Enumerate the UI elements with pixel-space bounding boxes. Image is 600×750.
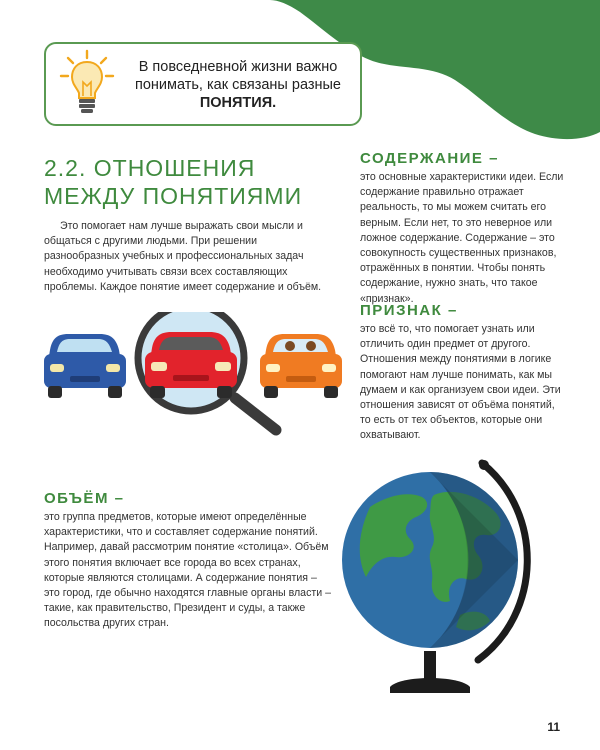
orange-car	[260, 334, 342, 398]
tip-box	[44, 42, 362, 126]
globe-stand-base	[390, 678, 470, 693]
intro-block	[44, 219, 334, 295]
tip-line-1: В повседневной жизни важно	[138, 59, 338, 75]
cars-illustration	[38, 312, 343, 452]
content-definition	[360, 150, 565, 307]
globe-illustration	[330, 455, 545, 700]
section-title-line-2: МЕЖДУ ПОНЯТИЯМИ	[44, 183, 303, 209]
blue-car	[44, 334, 126, 398]
content-text: это основные характеристики идеи. Если содержание правильно отражает реальность, то мы можем считать его верным. Если нет, то это неверное или ложное содержание. Содержание – это совокупность существенных признаков, отражённых в понятии. Чтобы понять содержание, нужно знать, что такое «признак».	[360, 171, 564, 305]
globe-stand-neck	[424, 651, 436, 679]
globe	[342, 472, 518, 648]
volume-definition	[44, 490, 334, 632]
volume-term: ОБЪЁМ –	[44, 490, 125, 507]
section-title-line-1: 2.2. ОТНОШЕНИЯ	[44, 155, 256, 181]
section-title	[44, 154, 302, 210]
page-number: 11	[547, 720, 560, 734]
feature-text: это всё то, что помогает узнать или отличить один предмет от другого. Отношения между понятиями в логике помогают нам лучше понимать, как мы думаем и как организуем свои идеи. Эти отношения зависят от объёма понятий, то есть от тех объектов, которые они охватывают.	[360, 323, 561, 442]
tip-emphasis: ПОНЯТИЯ	[199, 95, 273, 111]
volume-text-1: это группа предметов, которые имеют определённые характеристики, что и составляет содержание понятий.	[44, 511, 318, 539]
volume-text-2: Например, давай рассмотрим понятие «столица». Объём этого понятия включает все города во всех странах, которые являются столицами. А содержание понятия – это город, где обычно находятся главные органы власти – такие, как правительство, Президент и суды, а также посольства других стран.	[44, 541, 331, 630]
tip-line-2: понимать, как связаны разные	[134, 77, 341, 93]
feature-definition	[360, 302, 565, 444]
globe-axis-top	[479, 460, 489, 470]
lightbulb-icon	[58, 48, 116, 124]
feature-term: ПРИЗНАК –	[360, 302, 458, 319]
content-term: СОДЕРЖАНИЕ –	[360, 150, 499, 167]
tip-text	[118, 58, 358, 112]
tip-dot: .	[272, 95, 277, 111]
intro-paragraph: Это помогает нам лучше выражать свои мысли и общаться с другими людьми. При решении разнообразных учебных и профессиональных задач необходимо учитывать связи всех составляющих проблемы. Каждое понятие имеет содержание и объём.	[44, 220, 322, 293]
